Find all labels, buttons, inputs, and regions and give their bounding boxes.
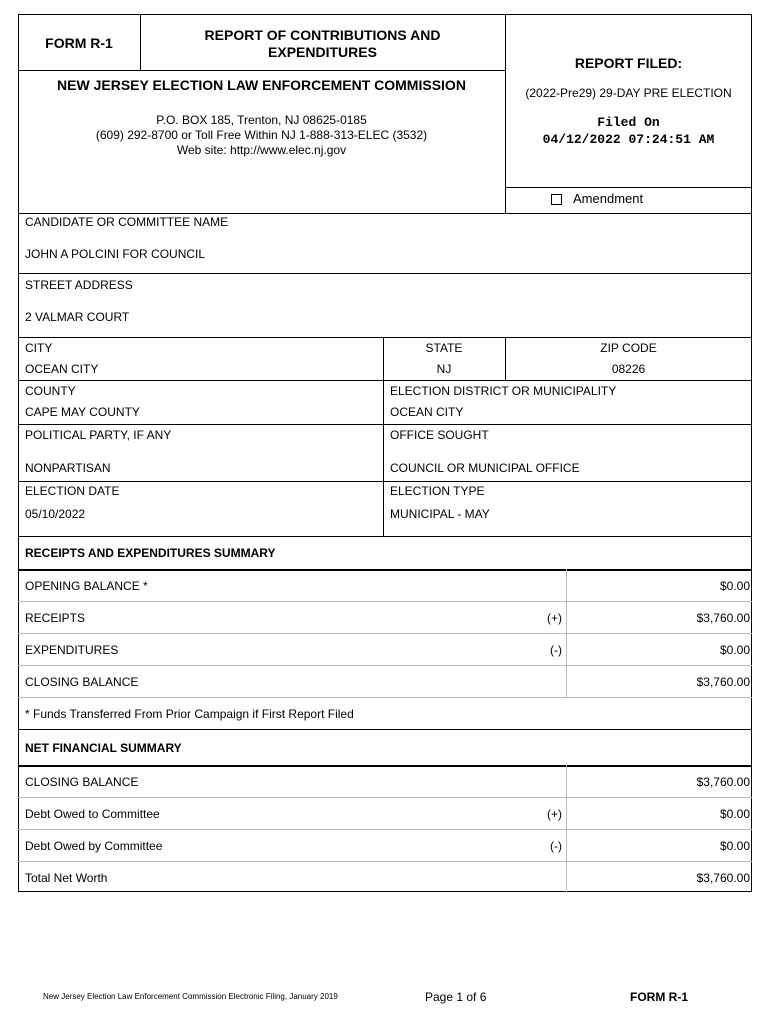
divider	[18, 380, 752, 381]
receipts-sign: (+)	[547, 611, 562, 625]
state-value: NJ	[436, 362, 452, 376]
city-value: OCEAN CITY	[25, 362, 99, 376]
divider	[505, 14, 506, 214]
page-number: Page 1 of 6	[425, 990, 487, 1004]
form-id: FORM R-1	[45, 35, 113, 51]
footer-form-id: FORM R-1	[630, 990, 688, 1004]
net-closing-balance-label: CLOSING BALANCE	[25, 775, 139, 789]
opening-balance-amount: $0.00	[719, 579, 750, 593]
receipts-amount: $3,760.00	[696, 611, 750, 625]
report-title-line2: EXPENDITURES	[268, 44, 377, 60]
debt-owed-by-amount: $0.00	[719, 839, 750, 853]
county-label: COUNTY	[25, 384, 76, 398]
street-label: STREET ADDRESS	[25, 278, 133, 292]
commission-website: Web site: http://www.elec.nj.gov	[176, 143, 347, 157]
election-type-label: ELECTION TYPE	[390, 484, 485, 498]
footer-note: New Jersey Election Law Enforcement Commission Electronic Filing, January 2019	[43, 992, 338, 1001]
office-value: COUNCIL OR MUNICIPAL OFFICE	[390, 461, 580, 475]
total-net-worth-amount: $3,760.00	[696, 871, 750, 885]
divider	[566, 765, 567, 892]
street-value: 2 VALMAR COURT	[25, 310, 130, 324]
divider	[18, 765, 752, 767]
divider	[18, 665, 752, 666]
opening-balance-label: OPENING BALANCE *	[25, 579, 148, 593]
expenditures-label: EXPENDITURES	[25, 643, 119, 657]
election-type-value: MUNICIPAL - MAY	[390, 507, 490, 521]
divider	[18, 337, 752, 338]
commission-address: P.O. BOX 185, Trenton, NJ 08625-0185	[156, 113, 367, 127]
divider	[18, 273, 752, 274]
zip-label: ZIP CODE	[600, 341, 657, 355]
district-label: ELECTION DISTRICT OR MUNICIPALITY	[390, 384, 617, 398]
divider	[18, 861, 752, 862]
amendment-label: Amendment	[573, 191, 644, 206]
divider	[18, 481, 752, 482]
closing-balance-amount: $3,760.00	[696, 675, 750, 689]
debt-owed-by-label: Debt Owed by Committee	[25, 839, 163, 853]
expenditures-amount: $0.00	[719, 643, 750, 657]
net-closing-balance-amount: $3,760.00	[696, 775, 750, 789]
amendment-checkbox[interactable]	[551, 194, 562, 205]
county-value: CAPE MAY COUNTY	[25, 405, 140, 419]
election-date-label: ELECTION DATE	[25, 484, 120, 498]
divider	[18, 797, 752, 798]
debt-owed-to-label: Debt Owed to Committee	[25, 807, 160, 821]
debt-owed-to-sign: (+)	[547, 807, 562, 821]
divider	[18, 697, 752, 698]
divider	[18, 633, 752, 634]
receipts-summary-title: RECEIPTS AND EXPENDITURES SUMMARY	[25, 546, 276, 560]
closing-balance-label: CLOSING BALANCE	[25, 675, 139, 689]
net-summary-title: NET FINANCIAL SUMMARY	[25, 741, 182, 755]
divider	[18, 601, 752, 602]
debt-owed-by-sign: (-)	[550, 839, 562, 853]
party-value: NONPARTISAN	[25, 461, 111, 475]
commission-name: NEW JERSEY ELECTION LAW ENFORCEMENT COMMISSION	[57, 77, 466, 93]
divider	[18, 70, 505, 71]
total-net-worth-label: Total Net Worth	[25, 871, 108, 885]
report-title-line1: REPORT OF CONTRIBUTIONS AND	[204, 27, 441, 43]
divider	[18, 829, 752, 830]
debt-owed-to-amount: $0.00	[719, 807, 750, 821]
filed-on-label: Filed On	[597, 115, 660, 130]
filed-on-value: 04/12/2022 07:24:51 AM	[542, 132, 715, 147]
candidate-name-label: CANDIDATE OR COMMITTEE NAME	[25, 215, 229, 229]
office-label: OFFICE SOUGHT	[390, 428, 489, 442]
state-label: STATE	[425, 341, 463, 355]
receipts-label: RECEIPTS	[25, 611, 86, 625]
election-date-value: 05/10/2022	[25, 507, 86, 521]
report-filed-label: REPORT FILED:	[574, 55, 683, 71]
party-label: POLITICAL PARTY, IF ANY	[25, 428, 172, 442]
divider	[18, 424, 752, 425]
district-value: OCEAN CITY	[390, 405, 464, 419]
candidate-name-value: JOHN A POLCINI FOR COUNCIL	[25, 247, 206, 261]
city-label: CITY	[25, 341, 53, 355]
zip-value: 08226	[611, 362, 646, 376]
commission-phone: (609) 292-8700 or Toll Free Within NJ 1-888-313-ELEC (3532)	[95, 128, 428, 142]
divider	[505, 187, 752, 188]
divider	[566, 569, 567, 697]
expenditures-sign: (-)	[550, 643, 562, 657]
report-period: (2022-Pre29) 29-DAY PRE ELECTION	[525, 86, 732, 100]
divider	[18, 569, 752, 571]
footnote: * Funds Transferred From Prior Campaign if First Report Filed	[25, 707, 354, 721]
